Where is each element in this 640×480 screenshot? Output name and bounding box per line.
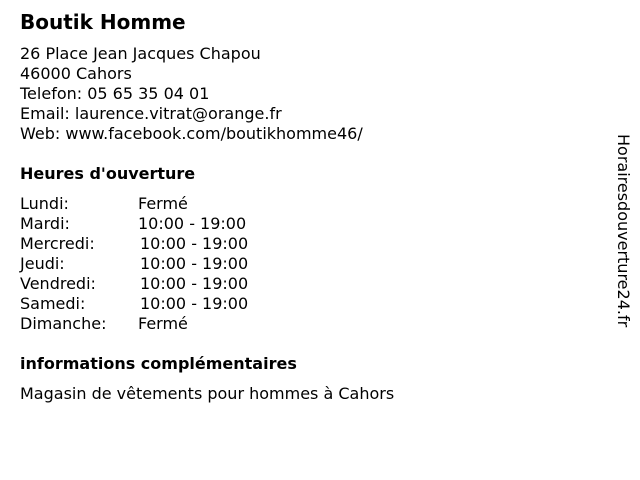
day-label: Jeudi:	[20, 254, 65, 273]
day-label: Vendredi:	[20, 274, 96, 293]
day-label: Samedi:	[20, 294, 86, 313]
site-watermark: Horairesdouverture24.fr	[614, 134, 633, 328]
time-value: 10:00 - 19:00	[138, 214, 247, 233]
street-address: 26 Place Jean Jacques Chapou	[20, 44, 261, 63]
email-address: Email: laurence.vitrat@orange.fr	[20, 104, 282, 123]
contact-block	[20, 44, 363, 144]
info-heading: informations complémentaires	[20, 354, 297, 373]
city-address: 46000 Cahors	[20, 64, 132, 83]
business-name: Boutik Homme	[20, 10, 186, 34]
phone-number: Telefon: 05 65 35 04 01	[20, 84, 210, 103]
time-value: 10:00 - 19:00	[140, 274, 249, 293]
hours-heading: Heures d'ouverture	[20, 164, 196, 183]
website-address: Web: www.facebook.com/boutikhomme46/	[20, 124, 363, 143]
day-label: Mercredi:	[20, 234, 95, 253]
time-value: 10:00 - 19:00	[140, 294, 249, 313]
day-label: Lundi:	[20, 194, 69, 213]
business-description: Magasin de vêtements pour hommes à Cahors	[20, 384, 395, 403]
day-label: Dimanche:	[20, 314, 107, 333]
time-value: 10:00 - 19:00	[140, 234, 249, 253]
time-value: Fermé	[138, 314, 188, 333]
time-value: Fermé	[138, 194, 188, 213]
time-value: 10:00 - 19:00	[140, 254, 249, 273]
day-label: Mardi:	[20, 214, 70, 233]
